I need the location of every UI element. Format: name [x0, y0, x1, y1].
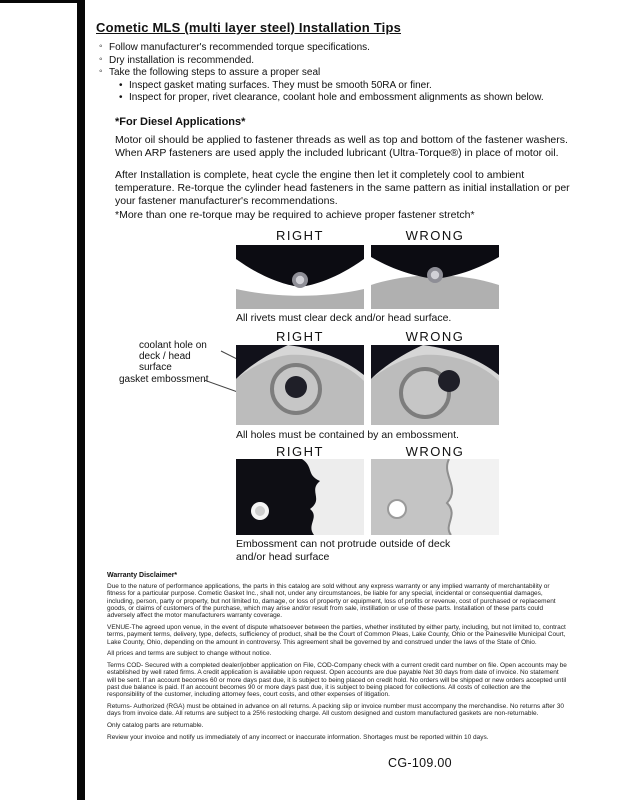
disclaimer-paragraph: Due to the nature of performance applications, the parts in this catalog are sold without any express warranty or any implied warranty of merchantability or fitness for a particular purpose. Cometic Gasket Inc., shall not, under any circumstances, be liable for any special, incidental or consequential damages, including, person, party or property, but not limited to, damage, or loss of property or equipment, loss of profits or revenue, cost of purchased or replacement goods, or claims of customers of the purchase, which may arise and/or result from sale, instillation or use of these parts. Installation of these parts could adversely affect the motor manufacturers warranty coverage. — [107, 583, 556, 620]
diagram-row3-wrong — [371, 459, 499, 535]
scan-edge-left — [77, 0, 85, 800]
disclaimer-heading: Warranty Disclaimer* — [107, 572, 178, 579]
row2-right-label: RIGHT — [276, 329, 324, 344]
rivet-center — [296, 276, 304, 284]
diagram-row1-wrong — [371, 245, 499, 309]
rivet-touching-diagram — [371, 245, 499, 309]
hole-contained-diagram — [236, 345, 364, 425]
tip-text: Inspect gasket mating surfaces. They must be smooth 50RA or finer. — [129, 79, 432, 91]
rivet-center — [431, 271, 439, 279]
rivet-clear-diagram — [236, 245, 364, 309]
tips-list — [99, 42, 577, 105]
scan-edge-top — [0, 0, 85, 3]
disclaimer-paragraph: Returns- Authorized (RGA) must be obtained in advance on all returns. A packing slip or invoice number must accompany the merchandise. No returns after 30 days from invoice date. All returns are subject to a 25% restocking charge. All custom designed and custom manufactured gaskets are non-returnable. — [107, 703, 565, 718]
tip-sub-item — [119, 80, 577, 93]
row1-wrong-label: WRONG — [405, 228, 465, 243]
coolant-hole-label: coolant hole on deck / head surface — [139, 340, 207, 373]
bolt-hole — [388, 500, 406, 518]
deck-edge-gray — [371, 459, 452, 535]
warranty-disclaimer — [107, 572, 569, 746]
disclaimer-paragraph: All prices and terms are subject to change without notice. — [107, 650, 272, 658]
diagram-row1-right — [236, 245, 364, 309]
row3-caption: Embossment can not protrude outside of deck and/or head surface — [236, 538, 451, 563]
row1-caption: All rivets must clear deck and/or head surface. — [236, 312, 452, 324]
diagram-row2-right — [236, 345, 364, 425]
coolant-hole — [438, 370, 460, 392]
row3-right-label: RIGHT — [276, 444, 324, 459]
diesel-heading: *For Diesel Applications* — [115, 116, 246, 128]
hole-not-contained-diagram — [371, 345, 499, 425]
row2-wrong-label: WRONG — [405, 329, 465, 344]
tip-text: Inspect for proper, rivet clearance, coolant hole and embossment alignments as shown below. — [129, 92, 544, 104]
disclaimer-paragraph: Only catalog parts are returnable. — [107, 722, 204, 730]
row2-caption: All holes must be contained by an embossment. — [236, 429, 459, 441]
page-code: CG-109.00 — [388, 756, 452, 770]
tip-text: Take the following steps to assure a proper seal — [109, 67, 321, 79]
tip-item — [99, 42, 577, 55]
tip-sub-item — [119, 92, 577, 105]
deck-edge-dark — [236, 459, 320, 535]
coolant-hole — [285, 376, 307, 398]
diagram-row2-wrong — [371, 345, 499, 425]
diesel-paragraph-2: After Installation is complete, heat cycle the engine then let it completely cool to ambient temperature. Re-torque the cylinder head fasteners in the same pattern as initial installation or per your fastener manufacturer's recommendations. — [115, 169, 570, 207]
tip-text: Follow manufacturer's recommended torque specifications. — [109, 42, 370, 53]
embossment-protruding-diagram — [371, 459, 499, 535]
row1-right-label: RIGHT — [276, 228, 324, 243]
retorque-note: *More than one re-torque may be required to achieve proper fastener stretch* — [115, 209, 475, 221]
diagram-row3-right — [236, 459, 364, 535]
page-title: Cometic MLS (multi layer steel) Installation Tips — [96, 20, 402, 35]
disclaimer-paragraph: VENUE-The agreed upon venue, in the event of dispute whatsoever between the parties, whether instituted by either party, including, but not limited to, contract terms, payment terms, delivery, type, defects, sufficiency of product, shall be the Court of Common Pleas, Lake County, Ohio or the Painesville Municipal Court, Lake County, Ohio, depending on the amount in controversy. This agreement shall be governed by and construed under the laws of the State of Ohio. — [107, 623, 566, 646]
disclaimer-paragraph: Review your invoice and notify us immediately of any incorrect or inaccurate information. Shortages must be reported within 10 days. — [107, 734, 489, 742]
gasket-embossment-label: gasket embossment — [119, 374, 209, 385]
row3-wrong-label: WRONG — [405, 444, 465, 459]
diesel-paragraph-1: Motor oil should be applied to fastener threads as well as top and bottom of the fastener washers. When ARP fasteners are used apply the included lubricant (Ultra-Torque®) in place of motor oil. — [115, 134, 568, 159]
tip-item — [99, 55, 577, 68]
disclaimer-paragraph: Terms COD- Secured with a completed dealer/jobber application on File, COD-Company check with a current credit card number on file. Open accounts may be established by well rated firms. A credit application is available upon request. Open accounts are due payable Net 30 days from date of invoice. No statement will be sent. If an account becomes 60 or more days past due, it is subject to being placed on credit hold. No orders will be shipped or new orders accepted until past due balance is paid. If an account becomes 90 or more days past due, it is subject to being placed for collections. All costs of collection are the responsibility of the customer, including attorney fees, court costs, and other expenses of litigation. — [107, 662, 567, 699]
tip-text: Dry installation is recommended. — [109, 54, 255, 66]
embossment-inside-diagram — [236, 459, 364, 535]
tip-item — [99, 67, 577, 80]
bolt-hole-center — [255, 506, 265, 516]
